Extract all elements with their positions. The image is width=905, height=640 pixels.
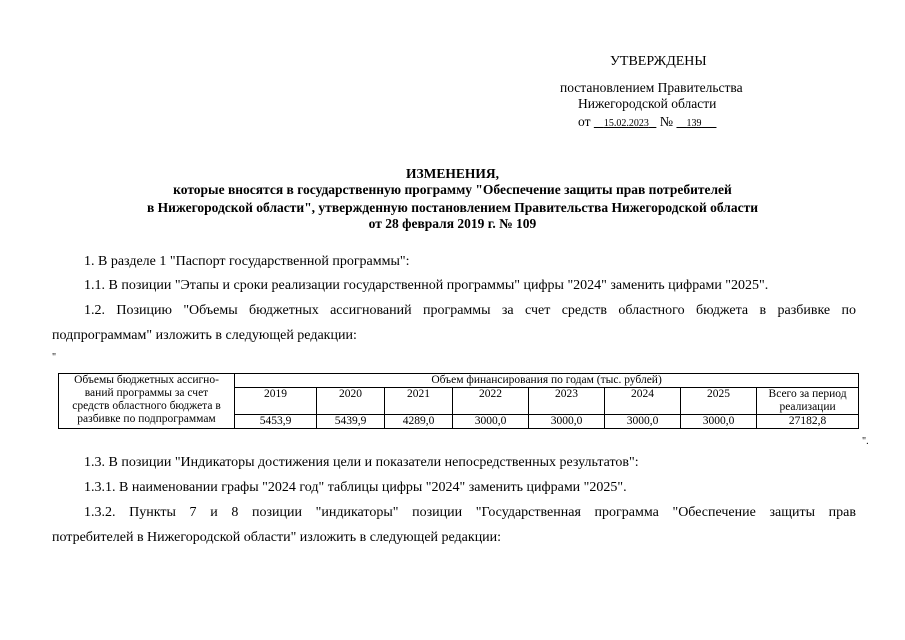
year-value: 3000,0 bbox=[605, 415, 681, 429]
paragraph-1-2-cont: подпрограммам" изложить в следующей редакции: bbox=[52, 328, 357, 343]
year-value: 3000,0 bbox=[529, 415, 605, 429]
approval-number: 139 bbox=[686, 118, 702, 129]
year-value: 3000,0 bbox=[681, 415, 757, 429]
year-header: 2019 bbox=[235, 388, 317, 415]
year-header: 2022 bbox=[453, 388, 529, 415]
doc-title: ИЗМЕНЕНИЯ, bbox=[405, 166, 499, 181]
year-header: 2021 bbox=[385, 388, 453, 415]
table-group-header: Объем финансирования по годам (тыс. рублей) bbox=[235, 374, 859, 388]
year-value: 5453,9 bbox=[235, 415, 317, 429]
total-header: Всего за период реализации bbox=[757, 388, 859, 415]
year-header: 2024 bbox=[605, 388, 681, 415]
paragraph-1-2: 1.2. Позицию "Объемы бюджетных ассигнований программы за счет средств областного бюджета в разбивке по bbox=[84, 303, 856, 318]
paragraph-1-3: 1.3. В позиции "Индикаторы достижения цели и показатели непосредственных результатов": bbox=[84, 455, 639, 470]
paragraph-1-3-1: 1.3.1. В наименовании графы "2024 год" таблицы цифры "2024" заменить цифрами "2025". bbox=[84, 480, 627, 495]
year-value: 3000,0 bbox=[453, 415, 529, 429]
doc-subtitle-1: которые вносятся в государственную программу "Обеспечение защиты прав потребителей bbox=[173, 182, 732, 197]
doc-subtitle-2: в Нижегородской области", утвержденную постановлением Правительства Нижегородской области bbox=[147, 200, 758, 215]
year-value: 5439,9 bbox=[317, 415, 385, 429]
financing-table bbox=[58, 373, 859, 429]
from-label: от bbox=[578, 114, 591, 129]
quote-open: " bbox=[52, 352, 57, 363]
year-header: 2025 bbox=[681, 388, 757, 415]
approval-date: 15.02.2023 bbox=[603, 118, 649, 129]
paragraph-1-3-2: 1.3.2. Пункты 7 и 8 позиции "индикаторы" позиции "Государственная программа "Обеспечение защиты прав bbox=[84, 505, 856, 520]
table-side-header: Объемы бюджетных ассигно- ваний программы за счет средств областного бюджета в разбивке по подпрограммам bbox=[59, 374, 235, 429]
year-header: 2020 bbox=[317, 388, 385, 415]
number-label: № bbox=[659, 115, 674, 130]
paragraph-1: 1. В разделе 1 "Паспорт государственной программы": bbox=[84, 254, 410, 269]
paragraph-1-3-2-cont: потребителей в Нижегородской области" изложить в следующей редакции: bbox=[52, 530, 502, 545]
approval-date-number bbox=[578, 114, 716, 131]
quote-close: ". bbox=[862, 436, 869, 447]
doc-subtitle-3: от 28 февраля 2019 г. № 109 bbox=[368, 216, 537, 231]
approval-line-2: Нижегородской области bbox=[578, 96, 717, 111]
year-value: 4289,0 bbox=[385, 415, 453, 429]
year-header: 2023 bbox=[529, 388, 605, 415]
paragraph-1-1: 1.1. В позиции "Этапы и сроки реализации государственной программы" цифры "2024" заменить цифрами "2025". bbox=[84, 278, 769, 293]
total-value: 27182,8 bbox=[757, 415, 859, 429]
approval-line-1: постановлением Правительства bbox=[560, 80, 743, 95]
approval-title: УТВЕРЖДЕНЫ bbox=[610, 54, 707, 69]
